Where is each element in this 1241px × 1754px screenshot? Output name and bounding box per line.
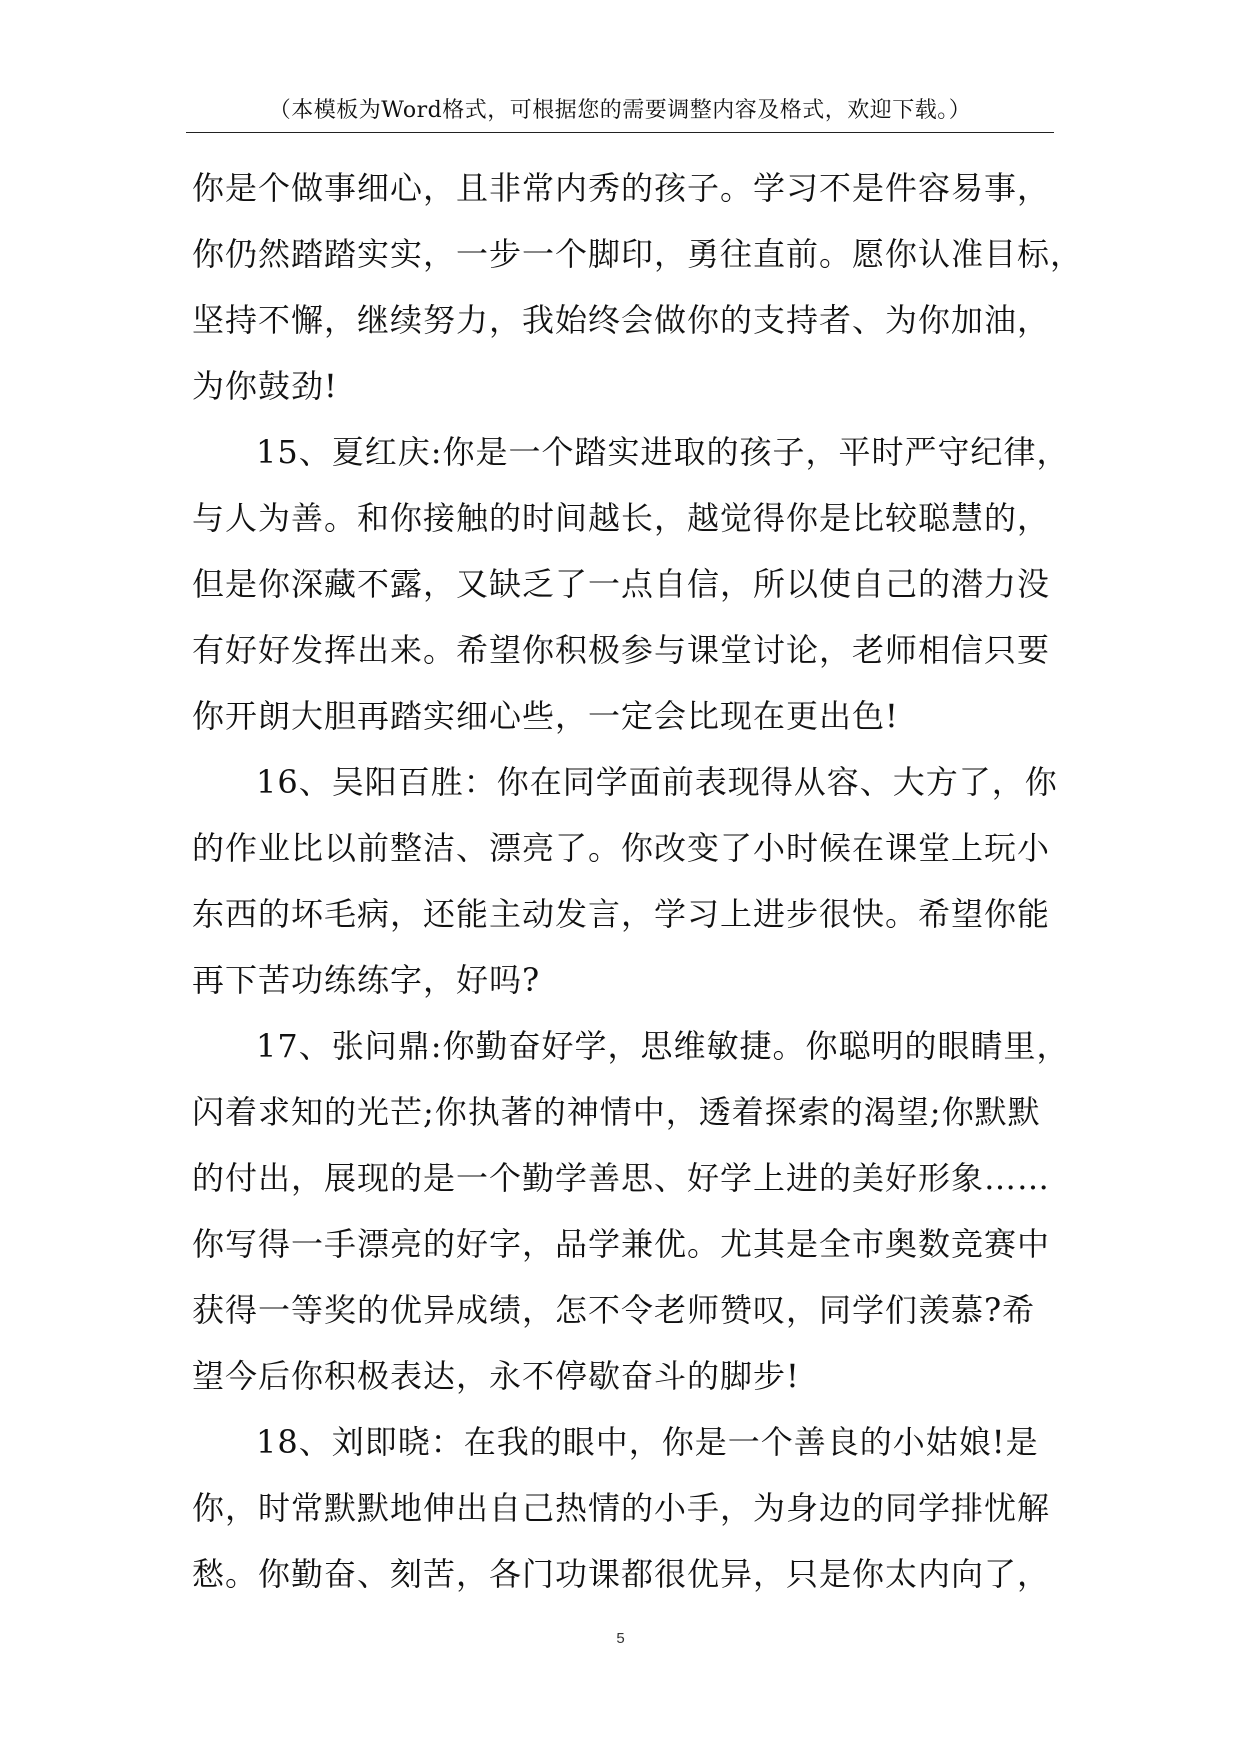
paragraph-first-line: 18、刘即晓：在我的眼中，你是一个善良的小姑娘!是 [256,1423,1039,1461]
paragraph-line: 你开朗大胆再踏实细心些，一定会比现在更出色! [192,697,899,735]
paragraph-line: 为你鼓劲! [192,367,338,405]
paragraph-line: 坚持不懈，继续努力，我始终会做你的支持者、为你加油， [192,301,1051,339]
paragraph-line: 你仍然踏踏实实，一步一个脚印，勇往直前。愿你认准目标， [192,235,1084,273]
paragraph-first-line: 17、张问鼎:你勤奋好学，思维敏捷。你聪明的眼睛里， [256,1027,1070,1065]
page-number: 5 [616,1630,625,1647]
template-header-note: （本模板为Word格式，可根据您的需要调整内容及格式，欢迎下载。） [268,98,972,123]
paragraph-line: 望今后你积极表达，永不停歇奋斗的脚步! [192,1357,800,1395]
paragraph-line: 但是你深藏不露，又缺乏了一点自信，所以使自己的潜力没 [192,565,1051,603]
paragraph-line: 的付出，展现的是一个勤学善思、好学上进的美好形象…… [192,1159,1051,1197]
header-divider [186,132,1054,133]
document-body [192,155,1092,1607]
paragraph-line: 获得一等奖的优异成绩，怎不令老师赞叹，同学们羡慕?希 [192,1291,1036,1329]
paragraph-line: 再下苦功练练字，好吗? [192,961,541,999]
paragraph-first-line: 15、夏红庆:你是一个踏实进取的孩子，平时严守纪律， [256,433,1070,471]
paragraph-line: 与人为善。和你接触的时间越长，越觉得你是比较聪慧的， [192,499,1051,537]
paragraph-line: 东西的坏毛病，还能主动发言，学习上进步很快。希望你能 [192,895,1051,933]
paragraph-line: 闪着求知的光芒;你执著的神情中，透着探索的渴望;你默默 [192,1093,1041,1131]
paragraph-line: 你写得一手漂亮的好字，品学兼优。尤其是全市奥数竞赛中 [192,1225,1051,1263]
paragraph-line: 的作业比以前整洁、漂亮了。你改变了小时候在课堂上玩小 [192,829,1051,867]
paragraph-line: 你是个做事细心，且非常内秀的孩子。学习不是件容易事， [192,169,1051,207]
paragraph-line: 愁。你勤奋、刻苦，各门功课都很优异，只是你太内向了， [192,1555,1051,1593]
paragraph-line: 有好好发挥出来。希望你积极参与课堂讨论，老师相信只要 [192,631,1051,669]
paragraph-first-line: 16、吴阳百胜：你在同学面前表现得从容、大方了，你 [256,763,1058,801]
paragraph-line: 你，时常默默地伸出自己热情的小手，为身边的同学排忧解 [192,1489,1051,1527]
